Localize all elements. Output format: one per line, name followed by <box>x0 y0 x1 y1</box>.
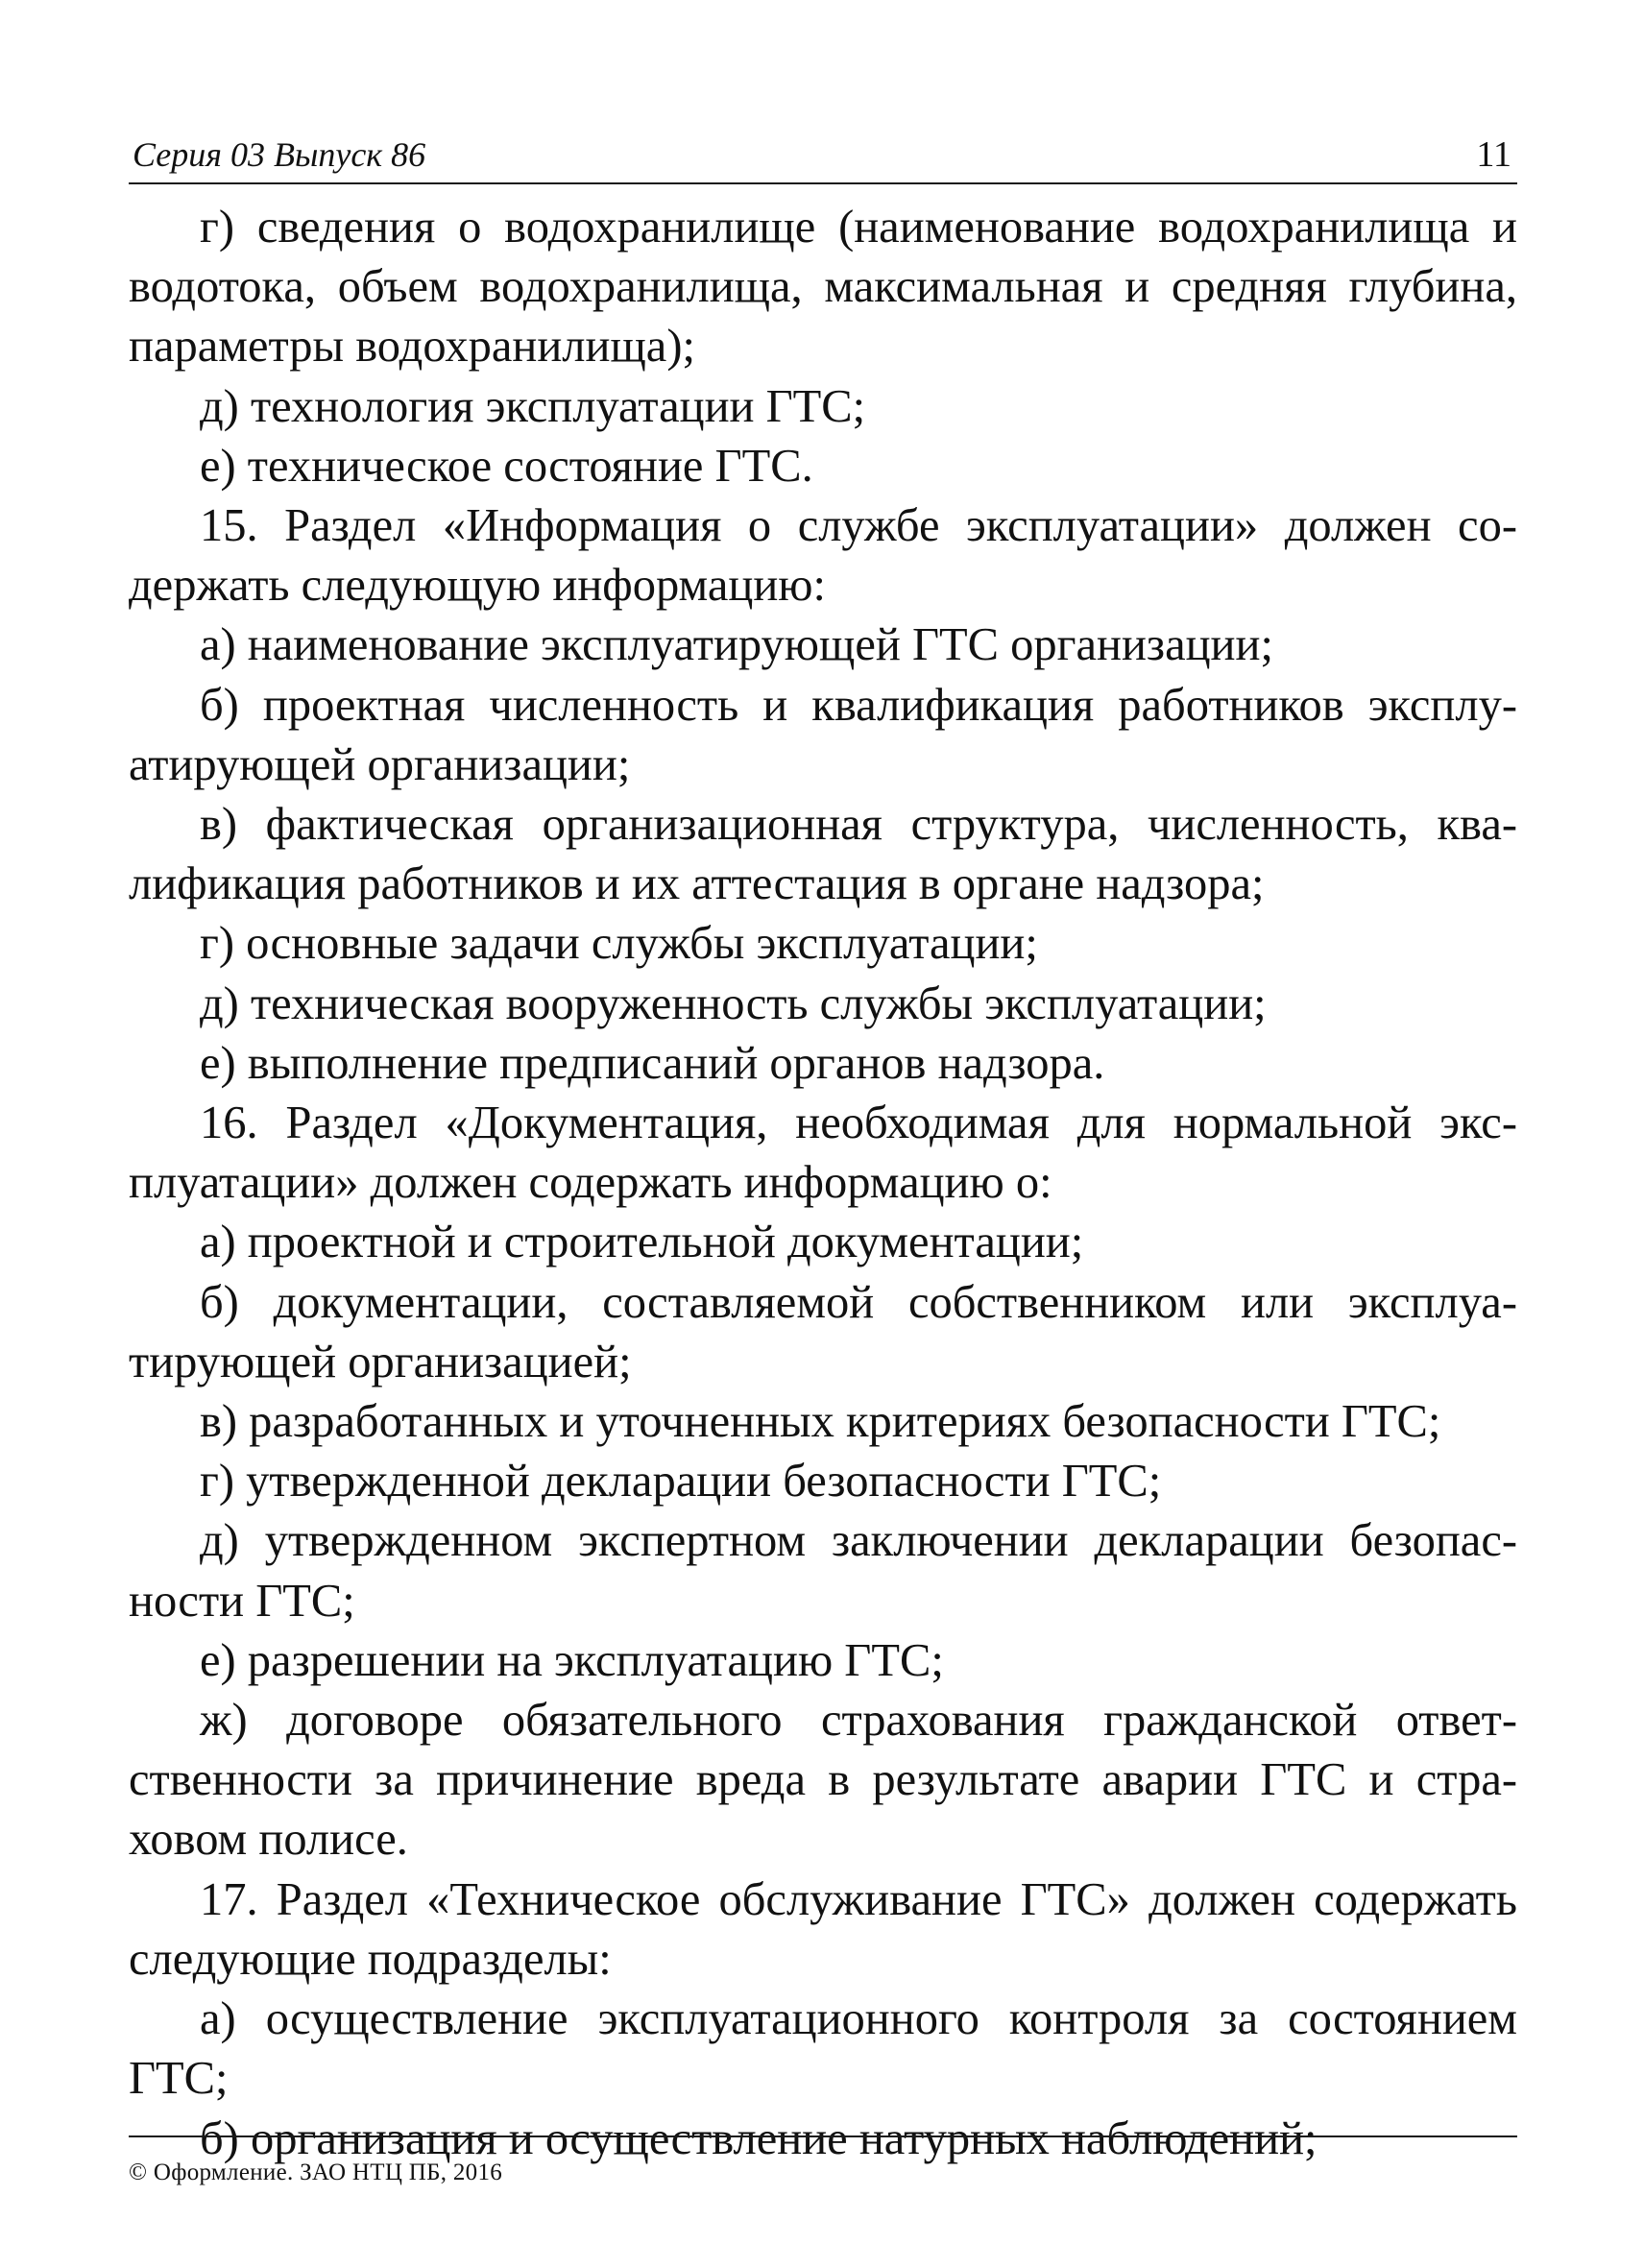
page-footer <box>129 2135 1517 2187</box>
copyright-notice: © Оформление. ЗАО НТЦ ПБ, 2016 <box>129 2159 503 2185</box>
paragraph-item: д) технология эксплуатации ГТС; <box>200 380 866 432</box>
paragraph-item: б) проектная численность и квалификация работников эксплуатирующей организации; <box>129 679 1517 790</box>
body-text <box>129 198 1517 2169</box>
paragraph-item: б) организация и осуществление натурных наблюдений; <box>200 2112 1318 2164</box>
paragraph-item: г) сведения о водохранилище (наименование водохранилища и водотока, объем водохранилища, максимальная и средняя глубина, параметры водохранилища); <box>129 202 1517 373</box>
page-number: 11 <box>1476 134 1511 175</box>
paragraph-section-16: 16. Раздел «Документация, необходимая для нормальной эксплуатации» должен содержать информацию о: <box>129 1098 1517 1209</box>
paragraph-item: а) проектной и строительной документации; <box>200 1217 1084 1268</box>
paragraph-item: д) утвержденном экспертном заключении декларации безопасности ГТС; <box>129 1515 1517 1627</box>
paragraph-item: ж) договоре обязательного страхования гражданской ответственности за причинение вреда в результате аварии ГТС и страховом полисе. <box>129 1695 1517 1866</box>
paragraph-item: в) фактическая организационная структура, численность, квалификация работников и их аттестация в органе надзора; <box>129 799 1517 910</box>
paragraph-section-15: 15. Раздел «Информация о службе эксплуатации» должен содержать следующую информацию: <box>129 500 1517 612</box>
paragraph-item: е) выполнение предписаний органов надзора. <box>200 1037 1105 1089</box>
paragraph-item: е) техническое состояние ГТС. <box>200 440 813 492</box>
paragraph-item: а) осуществление эксплуатационного контроля за состоянием ГТС; <box>129 1993 1517 2105</box>
paragraph-item: е) разрешении на эксплуатацию ГТС; <box>200 1634 944 1686</box>
paragraph-item: д) техническая вооруженность службы эксплуатации; <box>200 977 1267 1029</box>
paragraph-item: а) наименование эксплуатирующей ГТС организации; <box>200 619 1273 671</box>
running-header <box>129 127 1517 184</box>
paragraph-item: б) документации, составляемой собственником или эксплуатирующей организацией; <box>129 1276 1517 1387</box>
series-title: Серия 03 Выпуск 86 <box>133 135 426 174</box>
paragraph-item: г) утвержденной декларации безопасности ГТС; <box>200 1456 1162 1508</box>
paragraph-item: г) основные задачи службы эксплуатации; <box>200 918 1038 970</box>
paragraph-section-17: 17. Раздел «Техническое обслуживание ГТС» должен содержать следующие подразделы: <box>129 1873 1517 1985</box>
paragraph-item: в) разработанных и уточненных критериях безопасности ГТС; <box>200 1396 1441 1448</box>
